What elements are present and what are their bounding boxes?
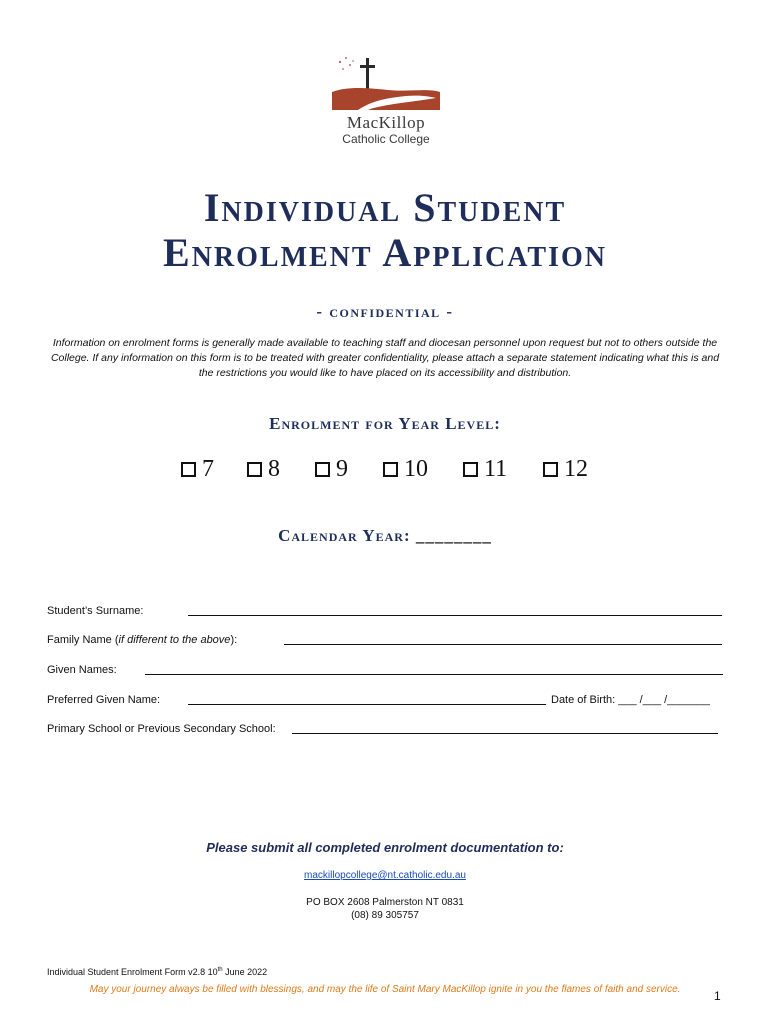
checkbox-icon[interactable] (463, 462, 478, 477)
year-option-11[interactable] (463, 456, 507, 483)
given-names-input[interactable] (145, 664, 723, 675)
calendar-year-blank[interactable]: ________ (415, 526, 492, 545)
year-option-label: 9 (336, 456, 348, 482)
year-option-label: 7 (202, 456, 214, 482)
checkbox-icon[interactable] (543, 462, 558, 477)
surname-label: Student’s Surname: (47, 605, 144, 617)
family-name-label (47, 634, 237, 646)
confidential-label: - confidential - (316, 302, 454, 321)
year-option-8[interactable] (247, 456, 280, 483)
checkbox-icon[interactable] (247, 462, 262, 477)
college-logo (328, 52, 444, 148)
preferred-name-label: Preferred Given Name: (47, 694, 161, 706)
previous-school-input[interactable] (292, 723, 718, 734)
previous-school-label: Primary School or Previous Secondary School: (47, 723, 276, 735)
logo-name: MacKillop (346, 113, 426, 132)
logo-subtitle: Catholic College (342, 132, 430, 146)
checkbox-icon[interactable] (181, 462, 196, 477)
year-option-label: 12 (564, 456, 588, 482)
intro-paragraph: Information on enrolment forms is generally made available to teaching staff and diocesan personnel upon request but not to others outside the College. If any information on this form is to be treated with greater confidentiality, please attach a separate statement indicating what this is and the restrictions you would like to have placed on its accessibility and distribution. (50, 337, 720, 379)
submit-heading: Please submit all completed enrolment documentation to: (206, 840, 564, 855)
page-title-line1: Individual Student (203, 185, 567, 230)
surname-input[interactable] (188, 605, 722, 616)
preferred-name-input[interactable] (188, 694, 546, 705)
given-names-label: Given Names: (47, 664, 117, 676)
year-option-7[interactable] (181, 456, 214, 483)
email-link[interactable]: mackillopcollege@nt.catholic.edu.au (304, 870, 466, 881)
year-level-options (0, 456, 770, 486)
page-number: 1 (714, 989, 721, 1003)
cross-landscape-icon (328, 52, 444, 114)
year-option-label: 10 (404, 456, 428, 482)
form-version-sup: th (217, 967, 223, 973)
year-option-9[interactable] (315, 456, 348, 483)
checkbox-icon[interactable] (383, 462, 398, 477)
form-version-text: Individual Student Enrolment Form v2.8 10 (47, 967, 218, 977)
year-option-10[interactable] (383, 456, 428, 483)
year-option-label: 8 (268, 456, 280, 482)
family-name-label-note: if different to the above (118, 634, 231, 646)
family-name-label-prefix: Family Name ( (47, 634, 119, 646)
blessing-text: May your journey always be filled with blessings, and may the life of Saint Mary MacKillop ignite in you the flames of faith and service. (89, 984, 681, 995)
calendar-year-label: Calendar Year: (278, 526, 411, 545)
form-version-date: June 2022 (222, 967, 268, 977)
checkbox-icon[interactable] (315, 462, 330, 477)
postal-address: PO BOX 2608 Palmerston NT 0831 (306, 897, 464, 908)
year-level-heading: Enrolment for Year Level: (269, 414, 501, 433)
family-name-label-suffix: ): (230, 634, 238, 646)
family-name-input[interactable] (284, 634, 722, 645)
date-of-birth-field[interactable]: Date of Birth: ___ /___ /_______ (551, 694, 711, 706)
calendar-year-heading (0, 526, 770, 546)
phone-number: (08) 89 305757 (351, 910, 419, 921)
year-option-label: 11 (484, 456, 508, 482)
page-title-line2: Enrolment Application (163, 230, 607, 275)
year-option-12[interactable] (543, 456, 588, 483)
form-version (47, 967, 267, 977)
